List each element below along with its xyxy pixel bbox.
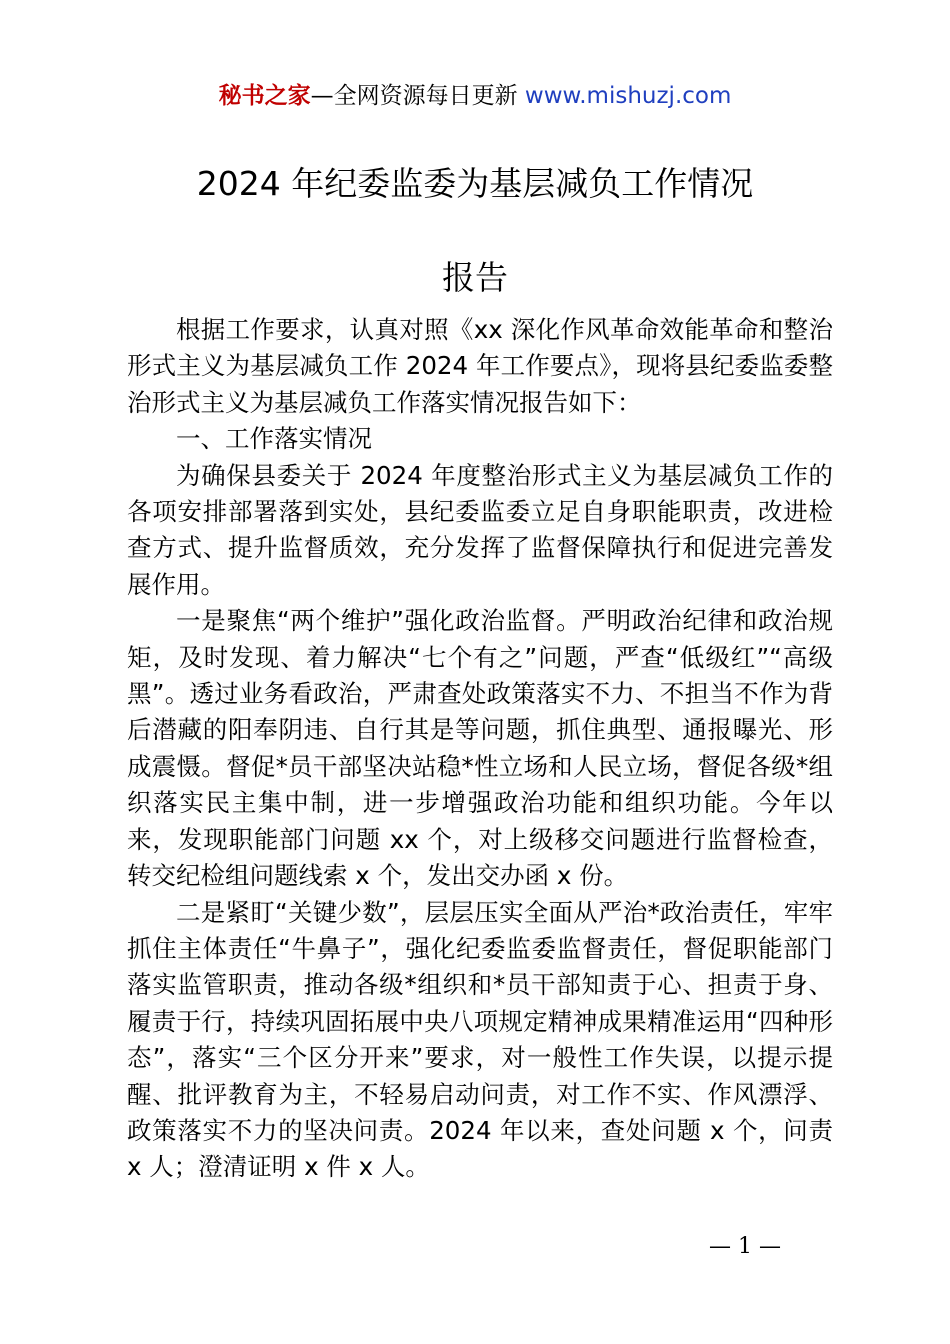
site-header	[0, 80, 950, 112]
point-one-paragraph: 一是聚焦“两个维护”强化政治监督。严明政治纪律和政治规矩，及时发现、着力解决“七个有之”问题，严查“低级红”“高级黑”。透过业务看政治，严肃查处政策落实不力、不担当不作为背后潜藏的阳奉阴违、自行其是等问题，抓住典型、通报曝光、形成震慑。督促*员干部坚决站稳*性立场和人民立场，督促各级*组织落实民主集中制，进一步增强政治功能和组织功能。今年以来，发现职能部门问题 xx 个，对上级移交问题进行监督检查，转交纪检组问题线索 x 个，发出交办函 x 份。	[127, 606, 833, 891]
brand-name: 秘书之家	[218, 83, 311, 109]
document-title-line-2: 报告	[442, 258, 508, 297]
point-two-paragraph: 二是紧盯“关键少数”，层层压实全面从严治*政治责任，牢牢抓住主体责任“牛鼻子”，强化纪委监委监督责任，督促职能部门落实监管职责，推动各级*组织和*员干部知责于心、担责于身、履责于行，持续巩固拓展中央八项规定精神成果精准运用“四种形态”，落实“三个区分开来”要求，对一般性工作失误，以提示提醒、批评教育为主，不轻易启动问责，对工作不实、作风漂浮、政策落实不力的坚决问责。2024 年以来，查处问题 x 个，问责 x 人；澄清证明 x 件 x 人。	[127, 897, 833, 1182]
header-tagline: —全网资源每日更新	[310, 83, 525, 109]
page-number: — 1 —	[709, 1234, 781, 1259]
section-heading: 一、工作落实情况	[176, 424, 372, 454]
intro-paragraph: 根据工作要求，认真对照《xx 深化作风革命效能革命和整治形式主义为基层减负工作 2024 年工作要点》，现将县纪委监委整治形式主义为基层减负工作落实情况报告如下：	[127, 315, 833, 417]
document-title-line-1: 2024 年纪委监委为基层减负工作情况	[196, 164, 754, 203]
site-url-link[interactable]: www.mishuzj.com	[524, 83, 732, 109]
document-body	[127, 312, 833, 1186]
overview-paragraph: 为确保县委关于 2024 年度整治形式主义为基层减负工作的各项安排部署落到实处，县纪委监委立足自身职能职责，改进检查方式、提升监督质效，充分发挥了监督保障执行和促进完善发展作用。	[127, 460, 833, 599]
